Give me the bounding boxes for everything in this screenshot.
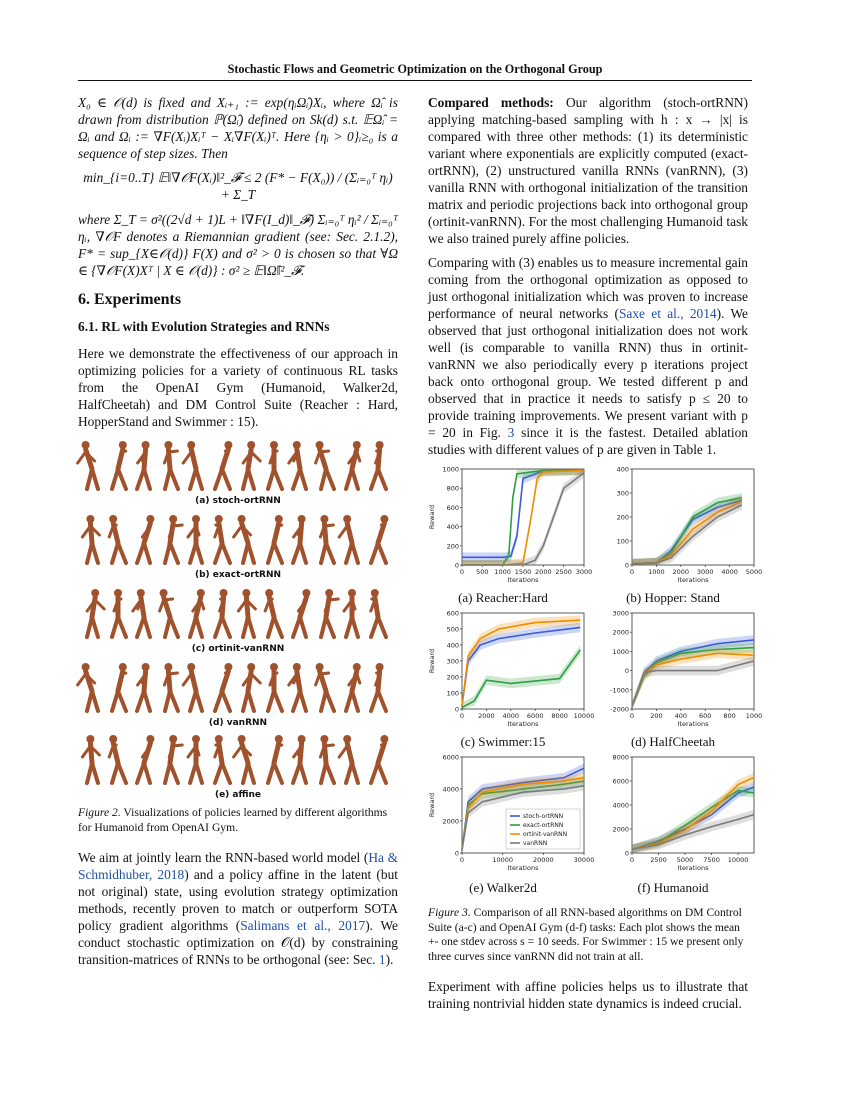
y-tick-label: 4000	[442, 785, 459, 794]
x-tick-label: 10000	[727, 856, 749, 864]
legend-entry: vanRNN	[523, 840, 548, 847]
experiments-intro: Here we demonstrate the effectiveness of our approach in optimizing policies for a variety of continuous RL tasks from the OpenAI Gym (Humanoid, Walker2d, HalfCheetah) and DM Control Suite (Reacher : Hard, HopperStand and Swimmer : 15).	[78, 346, 398, 429]
y-tick-label: 2000	[612, 628, 629, 637]
figure-leg	[326, 763, 334, 783]
x-tick-label: 4000	[721, 568, 738, 576]
humanoid-figure	[289, 441, 306, 489]
humanoid-figure	[243, 663, 260, 711]
humanoid-figure	[371, 515, 388, 563]
figure-leg	[300, 617, 306, 637]
y-tick-label: 0	[624, 849, 629, 858]
fig3-caption-label: Figure 3.	[428, 906, 471, 919]
x-tick-label: 1000	[494, 568, 511, 576]
right-column	[428, 94, 763, 1019]
humanoid-figure	[234, 735, 254, 783]
y-tick-label: 2000	[612, 825, 629, 834]
citation-link[interactable]: Ha & Schmidhuber, 2018	[78, 850, 398, 882]
x-tick-label: 2000	[478, 712, 495, 720]
humanoid-figure	[137, 735, 154, 783]
figure-leg	[222, 617, 230, 637]
x-tick-label: 200	[650, 712, 663, 720]
fig3-caption-text: Comparison of all RNN-based algorithms on DM Control Suite (a-c) and OpenAI Gym (d-f) tasks: Each plot shows the mean +- one stdev across s = 10 seeds. For Swimmer : 15 we present only three curves since vanRNN did not train at all.	[428, 906, 744, 963]
text-run: ).	[385, 952, 394, 967]
figure-leg	[248, 543, 254, 563]
y-tick-label: 4000	[612, 801, 629, 810]
figure-leg	[300, 543, 306, 563]
x-tick-label: 1000	[648, 568, 665, 576]
humanoid-figure	[346, 441, 361, 489]
compared-methods-heading: Compared methods:	[428, 95, 554, 110]
figure-leg	[215, 617, 222, 637]
x-tick-label: 0	[459, 856, 465, 864]
humanoid-strip-c	[78, 585, 398, 641]
figure-leg	[248, 763, 254, 783]
figure-leg	[352, 469, 358, 489]
x-tick-label: 7500	[703, 856, 720, 864]
method-paragraph	[78, 849, 398, 968]
x-axis-label: Iterations	[507, 864, 539, 872]
x-axis-label: Iterations	[677, 864, 709, 872]
left-column	[78, 94, 398, 975]
humanoid-figure	[188, 515, 202, 563]
humanoid-figure	[316, 441, 334, 489]
humanoid-figure	[339, 735, 358, 783]
y-tick-label: 300	[616, 489, 629, 498]
figure-link[interactable]: 3	[507, 425, 515, 440]
humanoid-figure	[188, 735, 202, 783]
humanoid-figure	[268, 663, 282, 711]
humanoid-figure	[215, 441, 232, 489]
figure-leg	[326, 469, 334, 489]
x-tick-label: 0	[629, 568, 635, 576]
x-tick-label: 2500	[650, 856, 667, 864]
figure-leg	[371, 617, 378, 637]
humanoid-figure	[82, 735, 99, 783]
figure-leg	[300, 469, 306, 489]
x-tick-label: 1500	[514, 568, 532, 576]
x-tick-label: 10000	[573, 712, 595, 720]
figure-leg	[248, 691, 254, 711]
humanoid-figure	[137, 515, 154, 563]
figure-leg	[170, 543, 178, 563]
figure-leg	[196, 469, 202, 489]
compared-methods-text: Our algorithm (stoch-ortRNN) applying matching-based sampling with h : x → |x| is compared with three other methods: (1) its deterministic variant where exponentials are explicitly computed (exact-ortRNN), (2) unstructured vanilla RNNs (vanRNN), (3) vanilla RNN with orthogonal initialization of the transition matrix and periodic projections back into orthogonal group (ortinit-vanRNN). For the most challenging Humanoid task we also trained purely affine policies.	[428, 95, 748, 246]
y-tick-label: 800	[446, 484, 459, 493]
x-tick-label: 2500	[555, 568, 572, 576]
figure-leg	[92, 543, 98, 563]
figure-leg	[326, 543, 334, 563]
figure-leg	[300, 691, 306, 711]
humanoid-figure	[268, 515, 283, 563]
y-tick-label: 400	[616, 465, 629, 474]
humanoid-figure	[112, 589, 126, 637]
figure-arm	[234, 526, 242, 537]
figure-leg	[371, 691, 378, 711]
x-tick-label: 800	[723, 712, 736, 720]
x-tick-label: 0	[629, 712, 635, 720]
figure-arm	[265, 600, 269, 611]
fig2-label-c: (c) ortinit-vanRNN	[191, 644, 285, 654]
figure-leg	[352, 617, 358, 637]
figure-leg	[196, 691, 202, 711]
subcap-reacher: (a) Reacher:Hard	[458, 590, 548, 605]
figure-leg	[215, 543, 222, 563]
x-tick-label: 1000	[745, 712, 763, 720]
figure-arm	[183, 452, 191, 463]
compared-methods-paragraph	[428, 94, 748, 247]
fig2-caption-text: Visualizations of policies learned by different algorithms for Humanoid from OpenAI Gym.	[78, 806, 388, 834]
figure-leg	[144, 617, 150, 637]
humanoid-figure	[137, 441, 150, 489]
x-axis-label: Iterations	[507, 576, 539, 584]
figure-leg	[118, 691, 126, 711]
figure-leg	[196, 763, 202, 783]
x-tick-label: 10000	[492, 856, 514, 864]
y-tick-label: 6000	[612, 777, 629, 786]
x-tick-label: 5000	[676, 856, 694, 864]
chart-humanoid	[598, 753, 748, 875]
y-tick-label: -1000	[610, 686, 629, 695]
figure-leg	[118, 469, 126, 489]
humanoid-strip-d	[78, 659, 398, 715]
x-tick-label: 500	[476, 568, 489, 576]
figure-2	[78, 437, 398, 802]
figure-leg	[118, 617, 126, 637]
x-tick-label: 2000	[672, 568, 690, 576]
humanoid-figure	[215, 735, 230, 783]
figure-leg	[378, 617, 386, 637]
figure-arm	[316, 452, 320, 463]
humanoid-figure	[190, 589, 205, 637]
fig2-label-b: (b) exact-ortRNN	[194, 570, 282, 580]
figure-3	[428, 465, 763, 900]
subcap-halfcheetah: (d) HalfCheetah	[630, 734, 716, 749]
subcap-hopper: (b) Hopper: Stand	[626, 590, 720, 605]
header-rule	[78, 80, 752, 81]
humanoid-figure	[268, 441, 282, 489]
humanoid-figure	[215, 589, 230, 637]
x-tick-label: 5000	[745, 568, 763, 576]
humanoid-figure	[320, 735, 334, 783]
x-tick-label: 4000	[502, 712, 520, 720]
figure-arm	[251, 674, 260, 683]
y-tick-label: 8000	[612, 753, 629, 762]
figure-leg	[371, 763, 378, 783]
humanoid-figure	[293, 735, 306, 783]
y-tick-label: 300	[446, 657, 459, 666]
figure-arm	[109, 526, 113, 537]
citation-link[interactable]: Salimans et al., 2017	[240, 918, 366, 933]
humanoid-figure	[371, 589, 386, 637]
y-tick-label: 100	[446, 689, 459, 698]
figure-leg	[274, 691, 282, 711]
text-run: We aim at jointly learn the RNN-based world model (	[78, 850, 369, 865]
figure-leg	[300, 763, 306, 783]
x-tick-label: 30000	[573, 856, 595, 864]
x-tick-label: 600	[698, 712, 712, 720]
theorem-where: where Σ_T = σ²((2√d + 1)L + ‖∇F(I_d)‖_𝓕) Σᵢ₌₀ᵀ ηᵢ² / Σᵢ₌₀ᵀ ηᵢ, ∇𝒪F denotes a Riemannian gradient (see: Sec. 2.1.2), F* = sup_{X∈𝒪(d)} F(X) and σ² > 0 is chosen so that ∀Ω ∈ {∇𝒪F(X)Xᵀ | X ∈ 𝒪(d)} : σ² ≥ 𝔼‖Ω̂‖²_𝓕.	[78, 212, 398, 278]
humanoid-figure	[137, 663, 150, 711]
figure-arm	[339, 746, 347, 757]
y-tick-label: 100	[616, 537, 629, 546]
humanoid-figure	[339, 515, 358, 563]
figure-arm	[234, 746, 242, 757]
figure-leg	[144, 763, 150, 783]
y-tick-label: 200	[446, 673, 459, 682]
humanoid-figure	[133, 589, 150, 637]
humanoid-figure	[289, 663, 306, 711]
legend-entry: exact-ortRNN	[523, 822, 564, 829]
humanoid-figure	[165, 515, 182, 563]
humanoid-strip-e	[78, 731, 398, 787]
humanoid-figure	[268, 735, 283, 783]
fig2-caption-label: Figure 2.	[78, 806, 121, 819]
figure-leg	[248, 617, 254, 637]
humanoid-figure	[78, 441, 98, 489]
fig2-label-e: (e) affine	[214, 790, 262, 800]
figure-leg	[326, 617, 334, 637]
series-band-exact-ortRNN	[632, 493, 742, 565]
figure-arm	[251, 452, 260, 461]
figure-arm	[78, 674, 86, 685]
figure-leg	[144, 543, 150, 563]
humanoid-figure	[215, 663, 232, 711]
fig2-label-a: (a) stoch-ortRNN	[195, 496, 281, 506]
humanoid-figure	[321, 589, 338, 637]
figure-leg	[352, 543, 358, 563]
humanoid-figure	[109, 735, 126, 783]
x-tick-label: 6000	[526, 712, 544, 720]
fig2-caption	[78, 806, 398, 835]
figure-leg	[170, 691, 178, 711]
y-tick-label: 0	[454, 561, 459, 570]
comparison-paragraph	[428, 254, 748, 458]
figure-arm	[316, 674, 320, 685]
humanoid-figure	[215, 515, 230, 563]
x-axis-label: Iterations	[677, 576, 709, 584]
y-tick-label: 500	[446, 625, 459, 634]
figure-leg	[170, 469, 178, 489]
y-tick-label: 0	[454, 849, 459, 858]
figure-leg	[274, 469, 282, 489]
humanoid-figure	[371, 735, 388, 783]
text-run: ). We observed that just orthogonal initialization does not work well (is comparable to vanilla RNN) thus in ortinit-vanRNN we also periodically every p iterations project back onto orthogonal group. We tested different p and observed that in practice it needs to satisfy p ≤ 20 to provide training improvements. We present variant with p = 20 in Fig.	[428, 306, 748, 440]
figure-leg	[92, 691, 98, 711]
x-tick-label: 0	[629, 856, 635, 864]
humanoid-figure	[346, 663, 361, 711]
running-header: Stochastic Flows and Geometric Optimization on the Orthogonal Group	[227, 62, 603, 76]
figure-leg	[378, 469, 386, 489]
y-tick-label: 0	[624, 667, 629, 676]
series-band-exact-ortRNN	[462, 645, 580, 709]
fig3-caption	[428, 906, 748, 964]
figure-leg	[118, 763, 126, 783]
figure-leg	[371, 469, 378, 489]
x-tick-label: 400	[674, 712, 688, 720]
figure-leg	[274, 543, 282, 563]
y-tick-label: 1000	[442, 465, 459, 474]
plot-frame	[632, 757, 754, 853]
figure-arm	[215, 746, 219, 757]
y-tick-label: -2000	[610, 705, 629, 714]
figure-leg	[378, 543, 386, 563]
humanoid-figure	[293, 515, 306, 563]
figure-leg	[378, 691, 386, 711]
y-tick-label: 400	[446, 523, 459, 532]
text-run: Comparing with (3) enables us to measure incremental gain coming from the orthogonal optimization as opposed to just orthogonal initialization which was proven to increase performance of neural networks (	[428, 255, 748, 321]
text-run: since it is the fastest. Detailed ablation studies with different values of p are given in Table 1.	[428, 425, 748, 457]
y-tick-label: 0	[454, 705, 459, 714]
subcap-humanoid: (f) Humanoid	[637, 880, 709, 895]
humanoid-figure	[371, 663, 386, 711]
y-tick-label: 200	[616, 513, 629, 522]
y-tick-label: 600	[446, 609, 459, 618]
figure-arm	[215, 526, 219, 537]
chart-halfcheetah	[598, 609, 763, 731]
y-axis-label: Reward	[428, 504, 436, 530]
x-tick-label: 3000	[696, 568, 714, 576]
subcap-walker: (e) Walker2d	[469, 880, 537, 895]
humanoid-figure	[371, 441, 386, 489]
humanoid-figure	[265, 589, 282, 637]
figure-leg	[215, 763, 222, 783]
y-tick-label: 2000	[442, 817, 459, 826]
figure-arm	[160, 600, 164, 611]
figure-leg	[92, 763, 98, 783]
figure-leg	[248, 469, 254, 489]
text-run: ). We conduct stochastic optimization on 𝒪(d) by constraining transition-matrices of RNNs to be orthogonal (see: Sec.	[78, 918, 398, 967]
figure-arm	[183, 674, 191, 685]
humanoid-figure	[316, 663, 334, 711]
humanoid-figure	[234, 515, 254, 563]
figure-leg	[92, 617, 98, 637]
figure-leg	[222, 691, 230, 711]
figure-arm	[339, 526, 347, 537]
theorem-intro: X₀ ∈ 𝒪(d) is fixed and Xᵢ₊₁ := exp(ηᵢΩ̂ᵢ)Xᵢ, where Ω̂ᵢ is drawn from distribution ℙ(Ω̂ᵢ) defined on Sk(d) s.t. 𝔼Ω̂ᵢ = Ωᵢ and Ωᵢ := ∇F(Xᵢ)Xᵢᵀ − Xᵢ∇F(Xᵢ)ᵀ. Here {ηᵢ > 0}ᵢ≥₀ is a sequence of step sizes. Then	[78, 95, 398, 161]
legend-entry: ortinit-vanRNN	[523, 831, 568, 838]
y-tick-label: 600	[446, 503, 459, 512]
fig2-label-d: (d) vanRNN	[208, 718, 268, 728]
section-title: 6. Experiments	[78, 291, 182, 308]
chart-walker	[428, 753, 595, 875]
humanoid-figure	[238, 589, 255, 637]
chart-swimmer	[428, 609, 595, 731]
figure-leg	[274, 763, 282, 783]
humanoid-figure	[160, 589, 178, 637]
x-tick-label: 3000	[575, 568, 593, 576]
text-run: ) and a policy affine in the latent (but not original) state, using evolution strategy optimization methods, recently proven to match or outperform SOTA policy gradient algorithms (	[78, 867, 398, 933]
series-line-vanRNN	[462, 473, 584, 565]
figure-arm	[109, 746, 113, 757]
y-tick-label: 6000	[442, 753, 459, 762]
figure-leg	[144, 469, 150, 489]
chart-hopper	[598, 465, 763, 587]
section-link[interactable]: 1	[378, 952, 386, 967]
y-tick-label: 3000	[612, 609, 629, 618]
y-tick-label: 400	[446, 641, 459, 650]
x-tick-label: 2000	[535, 568, 552, 576]
humanoid-figure	[164, 441, 178, 489]
humanoid-figure	[87, 589, 104, 637]
humanoid-figure	[183, 441, 202, 489]
figure-leg	[196, 543, 202, 563]
humanoid-figure	[82, 515, 99, 563]
humanoid-figure	[243, 441, 260, 489]
figure-leg	[371, 543, 378, 563]
figure-leg	[144, 691, 150, 711]
x-tick-label: 20000	[532, 856, 554, 864]
humanoid-figure	[78, 663, 98, 711]
humanoid-figure	[165, 735, 182, 783]
main-inequality: min_{i=0..T} 𝔼‖∇𝒪F(Xᵢ)‖²_𝓕 ≤ 2 (F* − F(X₀)) / (Σᵢ₌₀ᵀ ηᵢ) + Σ_T	[83, 170, 393, 202]
final-paragraph: Experiment with affine policies helps us to illustrate that training nontrivial hidden state dynamics is indeed crucial.	[428, 979, 748, 1011]
figure-leg	[222, 469, 230, 489]
humanoid-figure	[112, 441, 127, 489]
figure-leg	[378, 763, 386, 783]
figure-leg	[222, 543, 230, 563]
figure-leg	[326, 691, 334, 711]
x-axis-label: Iterations	[677, 720, 709, 728]
humanoid-strip-b	[78, 511, 398, 567]
figure-arm	[95, 600, 104, 609]
y-axis-label: Reward	[428, 792, 436, 818]
humanoid-figure	[293, 589, 310, 637]
subsection-title: 6.1. RL with Evolution Strategies and RNNs	[78, 319, 330, 334]
figure-leg	[352, 691, 358, 711]
series-band-ortinit-vanRNN	[632, 773, 754, 853]
figure-leg	[170, 763, 178, 783]
humanoid-strip-a	[78, 437, 398, 493]
humanoid-figure	[112, 663, 127, 711]
figure-leg	[196, 617, 202, 637]
legend-entry: stoch-ortRNN	[523, 813, 564, 820]
figure-leg	[352, 763, 358, 783]
humanoid-figure	[109, 515, 126, 563]
figure-leg	[170, 617, 178, 637]
humanoid-figure	[183, 663, 202, 711]
figure-leg	[274, 617, 282, 637]
chart-reacher	[428, 465, 593, 587]
x-tick-label: 0	[459, 712, 465, 720]
figure-leg	[92, 469, 98, 489]
y-tick-label: 0	[624, 561, 629, 570]
y-tick-label: 1000	[612, 647, 629, 656]
citation-link[interactable]: Saxe et al., 2014	[618, 306, 717, 321]
subcap-swimmer: (c) Swimmer:15	[460, 734, 546, 749]
y-tick-label: 200	[446, 542, 459, 551]
figure-leg	[118, 543, 126, 563]
figure-arm	[78, 452, 86, 463]
x-tick-label: 0	[459, 568, 465, 576]
y-axis-label: Reward	[428, 648, 436, 674]
humanoid-figure	[320, 515, 334, 563]
figure-leg	[215, 691, 222, 711]
figure-leg	[215, 469, 222, 489]
x-axis-label: Iterations	[507, 720, 539, 728]
x-tick-label: 8000	[551, 712, 568, 720]
humanoid-figure	[164, 663, 178, 711]
humanoid-figure	[344, 589, 358, 637]
figure-leg	[222, 763, 230, 783]
figure-arm	[371, 600, 375, 611]
